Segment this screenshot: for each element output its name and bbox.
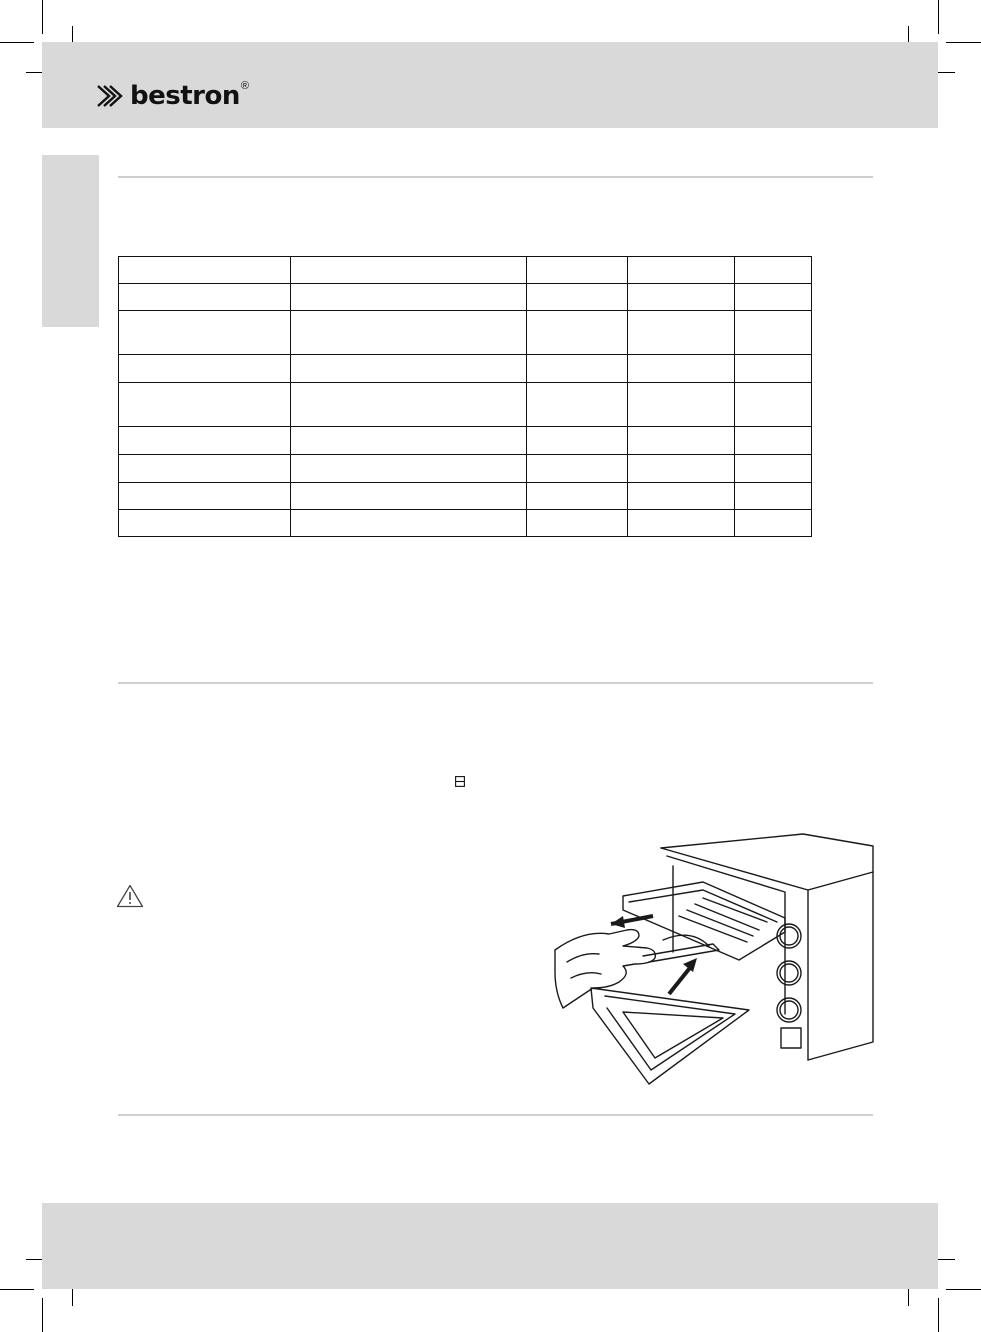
table-row [119,355,812,383]
table-cell [527,427,628,455]
table-cell [735,510,812,537]
table-cell [527,284,628,311]
table-cell [628,455,735,483]
table-cell [628,257,735,284]
table-cell [119,257,291,284]
brand-name: bestron [130,81,240,111]
crop-mark [0,42,34,43]
language-side-tab [42,155,99,327]
table-row [119,455,812,483]
table-cell [735,455,812,483]
table-cell [290,355,527,383]
table-cell [119,311,291,355]
table-cell [735,427,812,455]
logo-chevrons-icon [96,80,128,112]
table-cell [290,455,527,483]
table-row [119,257,812,284]
table-cell [119,483,291,510]
table-cell [735,483,812,510]
crop-mark [0,1289,34,1290]
table-row [119,311,812,355]
table-cell [527,455,628,483]
table-cell [527,355,628,383]
table-cell [290,311,527,355]
section-divider [118,176,873,178]
settings-table [118,256,812,537]
crop-mark [946,42,981,43]
table-cell [119,383,291,427]
table-cell [527,383,628,427]
crop-mark [42,1298,43,1332]
table-cell [735,383,812,427]
table-cell [735,355,812,383]
table-cell [290,383,527,427]
section-divider [118,1114,873,1116]
table-cell [527,483,628,510]
table-cell [119,455,291,483]
table-cell [290,483,527,510]
table-cell [735,257,812,284]
footer-band [42,1203,938,1289]
crop-mark [946,1289,981,1290]
table-cell [628,383,735,427]
table-cell [628,311,735,355]
table-cell [290,257,527,284]
warning-triangle-icon [116,884,144,908]
table-cell [527,510,628,537]
crop-mark [42,0,43,34]
table-cell [119,427,291,455]
table-row [119,427,812,455]
table-row [119,510,812,537]
table-row [119,383,812,427]
table-cell [735,311,812,355]
table-cell [628,483,735,510]
crop-mark [938,0,939,34]
table-cell [628,510,735,537]
table-cell [628,427,735,455]
table-cell [628,355,735,383]
brand-logo [96,80,249,112]
table-cell [527,311,628,355]
table-cell [527,257,628,284]
rack-position-icon [455,776,465,787]
oven-rack-removal-illustration [553,832,875,1086]
table-cell [628,284,735,311]
table-cell [119,355,291,383]
table-cell [290,510,527,537]
table-cell [735,284,812,311]
crop-mark [938,1298,939,1332]
section-divider [118,682,873,684]
table-cell [119,284,291,311]
table-cell [290,427,527,455]
registered-mark: ® [240,80,249,92]
table-row [119,483,812,510]
table-row [119,284,812,311]
table-cell [119,510,291,537]
table-cell [290,284,527,311]
